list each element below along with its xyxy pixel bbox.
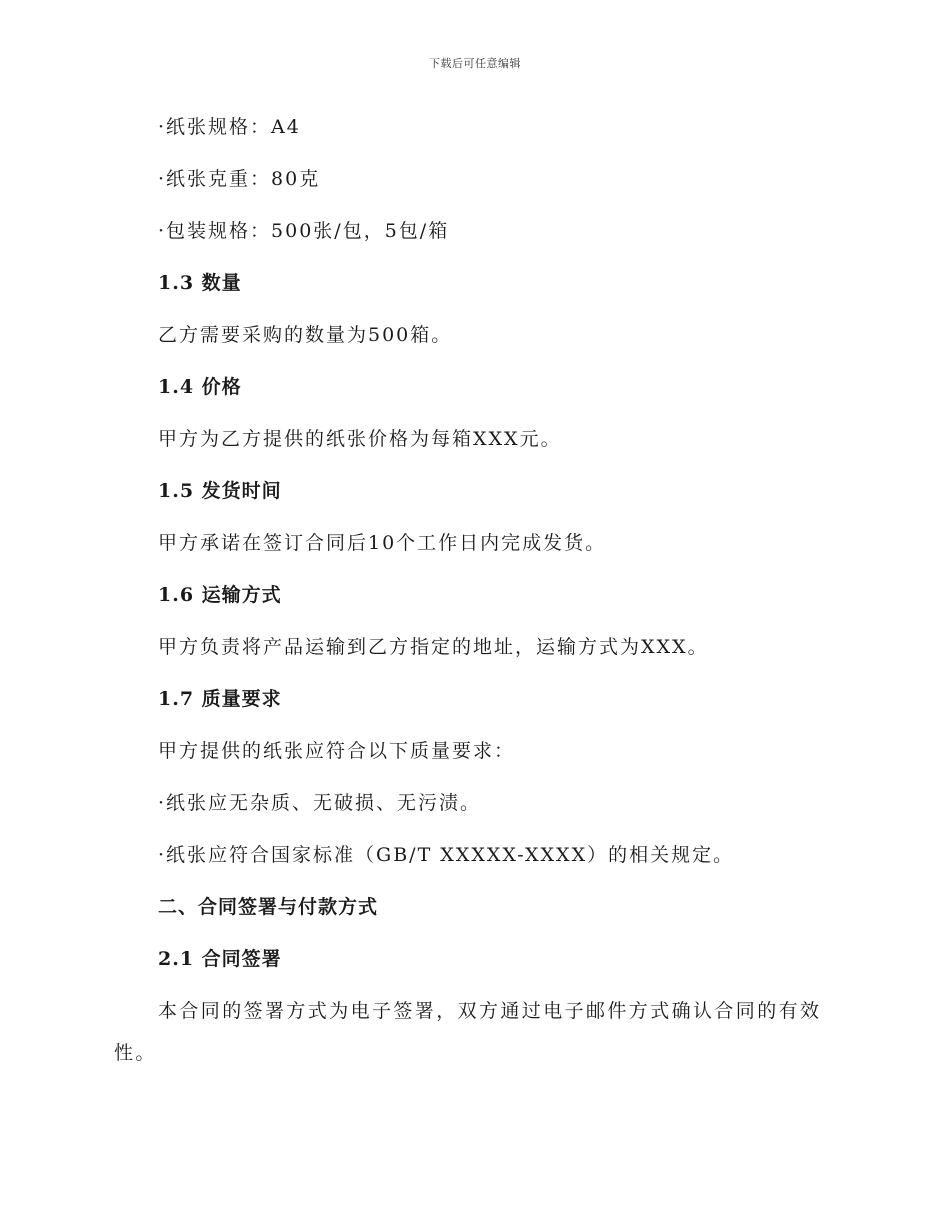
section-heading-quality: 1.7 质量要求 [158, 688, 282, 710]
section-heading-shipping-time: 1.5 发货时间 [158, 480, 282, 502]
quality-item-1: ·纸张应无杂质、无破损、无污渍。 [158, 792, 482, 814]
paragraph-line-2: 性。 [114, 1042, 157, 1064]
page-header: 下载后可任意编辑 [429, 57, 521, 70]
section-heading-contract-signing: 2.1 合同签署 [158, 948, 282, 970]
chapter-heading-signing-payment: 二、合同签署与付款方式 [158, 896, 379, 918]
quantity-text: 乙方需要采购的数量为500箱。 [158, 324, 453, 346]
spec-paper-weight: ·纸张克重：80克 [158, 168, 321, 190]
quality-item-2: ·纸张应符合国家标准（GB/T XXXXX-XXXX）的相关规定。 [158, 844, 735, 866]
price-text: 甲方为乙方提供的纸张价格为每箱XXX元。 [158, 428, 562, 450]
quality-intro-text: 甲方提供的纸张应符合以下质量要求： [158, 740, 516, 762]
transport-text: 甲方负责将产品运输到乙方指定的地址，运输方式为XXX。 [158, 636, 709, 658]
spec-paper-size: ·纸张规格：A4 [158, 116, 301, 138]
shipping-time-text: 甲方承诺在签订合同后10个工作日内完成发货。 [158, 532, 607, 554]
contract-signing-paragraph [114, 990, 838, 1074]
section-heading-transport: 1.6 运输方式 [158, 584, 282, 606]
spec-packaging: ·包装规格：500张/包，5包/箱 [158, 220, 450, 242]
paragraph-line-1: 本合同的签署方式为电子签署，双方通过电子邮件方式确认合同的有效 [158, 1000, 822, 1022]
section-heading-quantity: 1.3 数量 [158, 272, 242, 294]
document-body [114, 113, 838, 1074]
section-heading-price: 1.4 价格 [158, 376, 242, 398]
